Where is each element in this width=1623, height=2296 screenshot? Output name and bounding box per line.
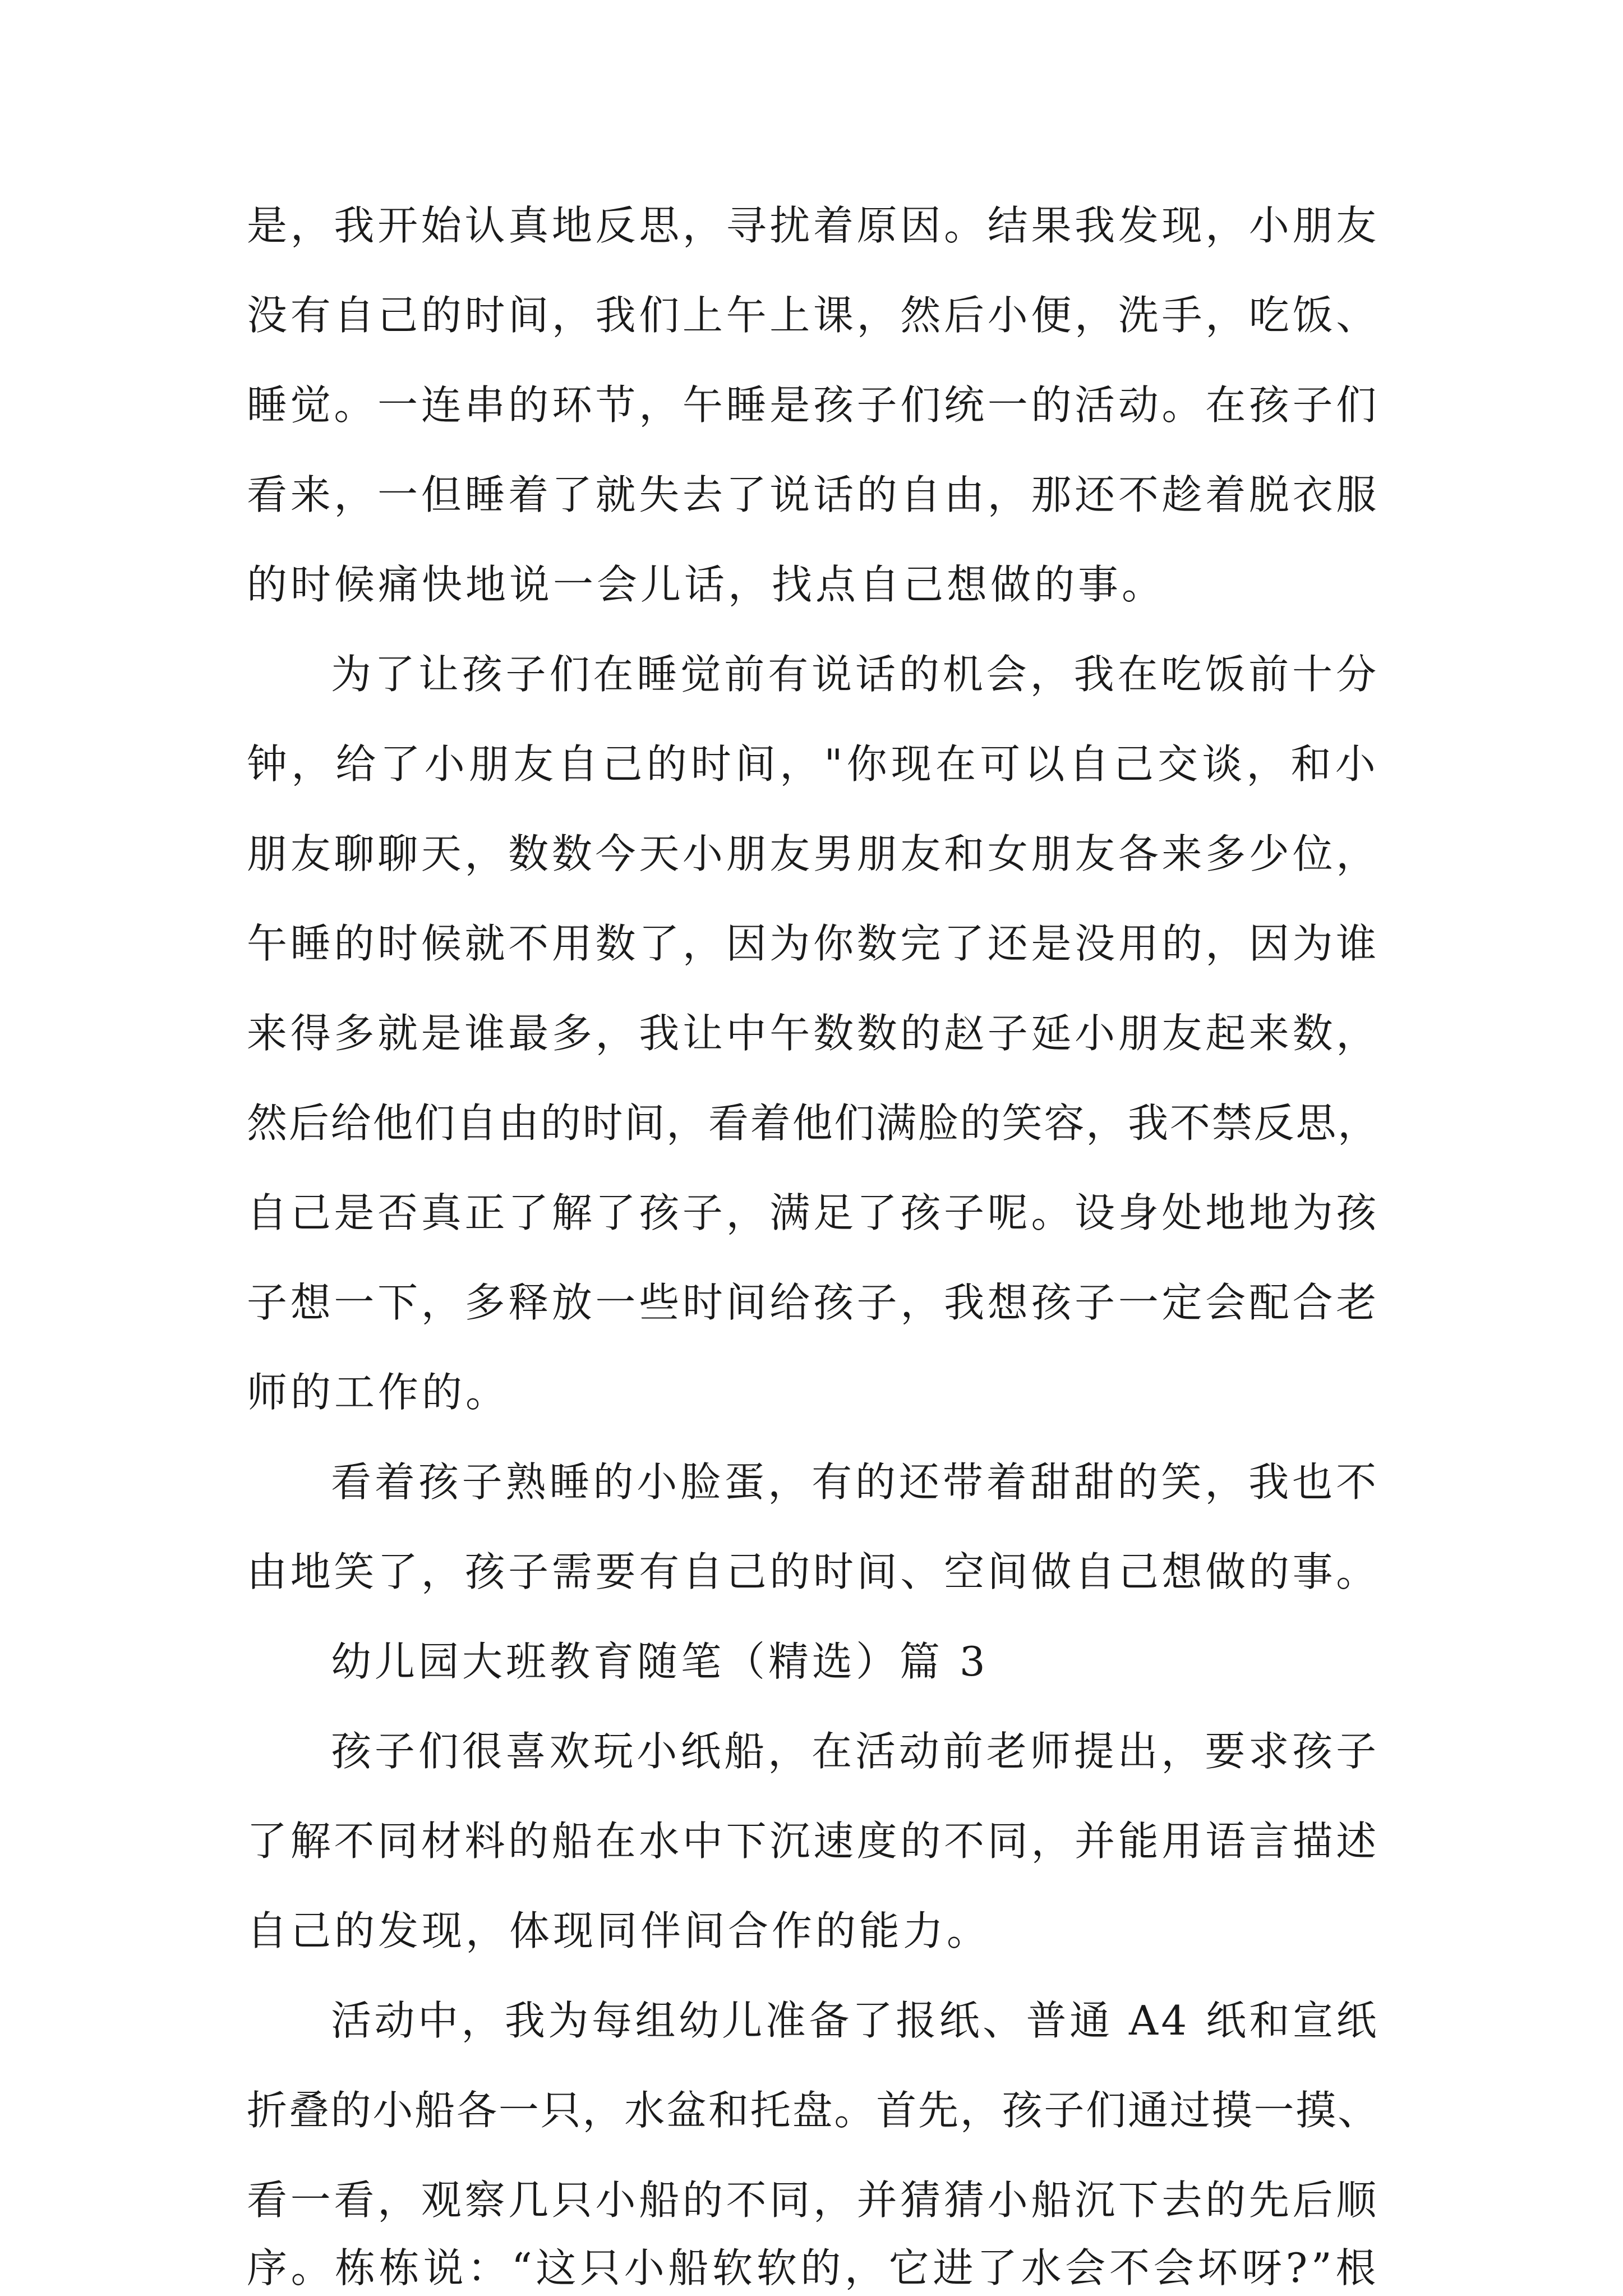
paragraph-first-line: 看着孩子熟睡的小脸蛋，有的还带着甜甜的笑，我也不 xyxy=(331,1458,1380,1506)
text-line: 师的工作的。 xyxy=(247,1369,510,1416)
paragraph-first-line: 孩子们很喜欢玩小纸船，在活动前老师提出，要求孩子 xyxy=(331,1728,1380,1775)
text-line: 看一看，观察几只小船的不同，并猜猜小船沉下去的先后顺 xyxy=(247,2177,1380,2224)
section-heading: 幼儿园大班教育随笔（精选）篇 3 xyxy=(331,1638,989,1685)
text-line: 序。栋栋说：“这只小船软软的，它进了水会不会坏呀?”根 xyxy=(247,2244,1380,2292)
text-line: 没有自己的时间，我们上午上课，然后小便，洗手，吃饭、 xyxy=(247,292,1380,339)
text-line: 睡觉。一连串的环节，午睡是孩子们统一的活动。在孩子们 xyxy=(247,381,1380,429)
text-line: 了解不同材料的船在水中下沉速度的不同，并能用语言描述 xyxy=(247,1818,1380,1865)
text-line: 是，我开始认真地反思，寻扰着原因。结果我发现，小朋友 xyxy=(247,202,1380,249)
text-line: 由地笑了，孩子需要有自己的时间、空间做自己想做的事。 xyxy=(247,1548,1380,1595)
text-line: 午睡的时候就不用数了，因为你数完了还是没用的，因为谁 xyxy=(247,920,1380,967)
paragraph-first-line: 活动中，我为每组幼儿准备了报纸、普通 A4 纸和宣纸 xyxy=(331,1997,1380,2044)
text-line: 的时候痛快地说一会儿话，找点自己想做的事。 xyxy=(247,561,1166,608)
text-line: 自己的发现，体现同伴间合作的能力。 xyxy=(247,1907,991,1954)
text-line: 钟，给了小朋友自己的时间，"你现在可以自己交谈，和小 xyxy=(247,740,1380,788)
text-line: 自己是否真正了解了孩子，满足了孩子呢。设身处地地为孩 xyxy=(247,1189,1380,1236)
text-line: 折叠的小船各一只，水盆和托盘。首先，孩子们通过摸一摸、 xyxy=(247,2087,1380,2134)
paragraph-first-line: 为了让孩子们在睡觉前有说话的机会，我在吃饭前十分 xyxy=(331,651,1380,698)
text-line: 来得多就是谁最多，我让中午数数的赵子延小朋友起来数， xyxy=(247,1010,1380,1057)
text-line: 然后给他们自由的时间，看着他们满脸的笑容，我不禁反思， xyxy=(247,1099,1380,1147)
text-line: 看来，一但睡着了就失去了说话的自由，那还不趁着脱衣服 xyxy=(247,471,1380,518)
text-line: 朋友聊聊天，数数今天小朋友男朋友和女朋友各来多少位， xyxy=(247,830,1380,877)
text-line: 子想一下，多释放一些时间给孩子，我想孩子一定会配合老 xyxy=(247,1279,1380,1326)
